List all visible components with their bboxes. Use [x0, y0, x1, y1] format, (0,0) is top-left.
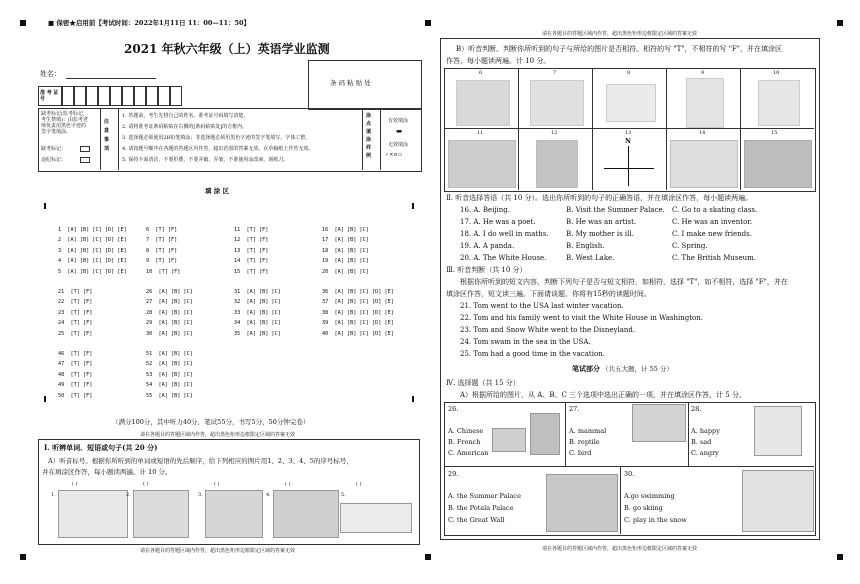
- answer-bracket[interactable]: ( ): [285, 481, 291, 487]
- sample-title: 涂 点 填 涂 样 例: [366, 113, 372, 159]
- admission-digit[interactable]: [74, 86, 86, 106]
- poet-portrait-picture: [205, 490, 263, 538]
- question-option: B. French: [448, 438, 481, 446]
- snowman-picture: [742, 470, 814, 532]
- picture-number: 4.: [266, 492, 271, 498]
- admission-digit[interactable]: [86, 86, 98, 106]
- corner-marker: [837, 554, 843, 560]
- picture-number: 1.: [51, 492, 56, 498]
- fill-row[interactable]: 52 [A] [B] [C]: [146, 361, 193, 367]
- us-flag-picture: [492, 428, 526, 452]
- fill-row[interactable]: 13 [T] [F]: [234, 247, 269, 254]
- fill-area-marker: [412, 396, 414, 402]
- exam-header: ■ 保密★启用前【考试时间：2022年1月11日 11：00—11：50】: [48, 19, 251, 27]
- picture-number: 2.: [126, 492, 131, 498]
- corner-marker: [425, 554, 431, 560]
- fill-row-group[interactable]: [234, 276, 281, 339]
- fill-row[interactable]: 54 [A] [B] [C]: [146, 382, 193, 388]
- fill-row[interactable]: 35 [A] [B] [C]: [234, 330, 281, 337]
- fill-row[interactable]: 38 [A] [B] [C] [D] [E]: [322, 309, 394, 316]
- answer-bracket[interactable]: ( ): [356, 481, 362, 487]
- grid-line: [688, 402, 689, 466]
- fill-row-group[interactable]: [58, 214, 127, 277]
- grid-number: 12: [551, 130, 558, 136]
- grid-line: [592, 68, 593, 190]
- section3-item: 23. Tom and Snow White went to the Disneyland.: [460, 326, 636, 334]
- compass-horizontal: [604, 168, 654, 169]
- section4-instructions: A）根据所给的图片，从 A、B、C 三个选项中选出正确的一项，并在填涂区作答，计 5 分。: [460, 391, 746, 399]
- man-portrait-picture: [536, 140, 578, 188]
- question-option: A.go swimming: [624, 492, 675, 500]
- crane-bird-picture: [632, 404, 686, 442]
- question-option: B. reptile: [569, 438, 600, 446]
- question-number: 28.: [691, 405, 702, 413]
- grid-number: 13: [625, 130, 632, 136]
- barcode-label: 条 码 粘 贴 处: [330, 79, 371, 87]
- fill-row[interactable]: 2 [A] [B] [C] [D] [E]: [58, 237, 127, 243]
- admission-digit[interactable]: [170, 86, 182, 106]
- partB-instructions: 作答，每小题读两遍。计 10 分。: [446, 57, 551, 65]
- fill-row[interactable]: 39 [A] [B] [C] [D] [E]: [322, 320, 394, 326]
- fill-row[interactable]: 1 [A] [B] [C] [D] [E]: [58, 226, 127, 233]
- nurse-patient-picture: [530, 80, 584, 126]
- admission-digit[interactable]: [62, 86, 74, 106]
- invalid-fill-label: 无效填涂: [388, 142, 409, 148]
- fill-row[interactable]: 18 [A] [B] [C]: [322, 247, 369, 254]
- mark-note-line: 签字笔填涂。: [41, 129, 72, 135]
- boundary-note: 请在各题目的答题区域内作答，超出黑色矩形边框限定区域的答案无效: [140, 548, 296, 554]
- fill-row-group[interactable]: [234, 214, 268, 277]
- answer-bracket[interactable]: ( ): [214, 481, 220, 487]
- fill-row[interactable]: 51 [A] [B] [C]: [146, 350, 193, 357]
- note-item: 5. 保持卡面清洁，不要折叠，不要弄破、弄皱，不准使用涂改液、刮纸刀。: [122, 157, 289, 163]
- section2-option: B. My mother is ill.: [566, 230, 634, 238]
- fill-row[interactable]: 14 [T] [F]: [234, 258, 269, 264]
- section1-title: Ⅰ. 听辨单词、短语或句子(共 20 分): [44, 443, 158, 452]
- london-eye-picture: [273, 490, 339, 538]
- angry-cartoon-picture: [754, 406, 802, 456]
- admission-digit[interactable]: [122, 86, 134, 106]
- compass-north-label: N: [625, 137, 631, 145]
- fill-row[interactable]: 25 [T] [F]: [58, 330, 93, 337]
- section3-intro: 根据你所听到的短文内容，判断下列句子是否与短文相符，如相符，选择 "T"，如不相符，选择 "F"，并在: [460, 278, 788, 286]
- tower-bridge-picture: [448, 140, 516, 188]
- name-label: 姓名：: [40, 70, 61, 78]
- section3-item: 21. Tom went to the USA last winter vacation.: [460, 302, 624, 310]
- fill-row[interactable]: 21 [T] [F]: [58, 288, 93, 295]
- grid-line: [666, 68, 667, 190]
- boundary-note: 请在各题目的答题区域内作答，超出黑色矩形边框限定区域的答案无效: [140, 432, 296, 438]
- admission-digit[interactable]: [146, 86, 158, 106]
- compass-vertical: [628, 146, 629, 186]
- fill-area-marker: [412, 203, 414, 209]
- section2-option: B. He was an artist.: [566, 218, 637, 226]
- grid-line: [740, 68, 741, 190]
- valid-fill-label: 有效填涂: [388, 118, 409, 124]
- fill-row-group[interactable]: [322, 276, 394, 339]
- section3-item: 25. Tom had a good time in the vacation.: [460, 350, 605, 358]
- fill-row[interactable]: 29 [A] [B] [C]: [146, 320, 193, 326]
- written-part-title: 笔试部分: [572, 364, 600, 373]
- section2-option: C. He was an inventor.: [672, 218, 753, 226]
- fill-row[interactable]: 33 [A] [B] [C]: [234, 309, 281, 316]
- section2-option: 18. A. I do well in maths.: [460, 230, 549, 238]
- mark-note-line: 缺考标记(监考标记,: [41, 111, 85, 117]
- fill-row[interactable]: 24 [T] [F]: [58, 320, 93, 326]
- grid-line: [444, 466, 814, 467]
- fill-row[interactable]: 31 [A] [B] [C]: [234, 288, 281, 295]
- section3-item: 24. Tom swam in the sea in the USA.: [460, 338, 591, 346]
- china-map-picture: [456, 80, 510, 126]
- section2-title: Ⅱ. 听音选择答语（共 10 分）。选出你所听到的句子的正确答语，并在填涂区作答，每小题读两遍。: [446, 194, 753, 202]
- question-option: B. sad: [691, 438, 712, 446]
- fill-row-group[interactable]: [58, 338, 92, 401]
- grid-number: 11: [477, 130, 484, 136]
- fill-row[interactable]: 47 [T] [F]: [58, 361, 93, 367]
- page-title: 2021 年秋六年级（上）英语学业监测: [124, 42, 330, 56]
- corner-marker: [20, 20, 26, 26]
- info-divider: [118, 108, 119, 170]
- fill-row[interactable]: 22 [T] [F]: [58, 299, 93, 305]
- admission-label: 准 考 证 号: [40, 90, 59, 102]
- section3-title: Ⅲ. 听音判断（共 10 分）: [446, 266, 527, 274]
- fill-row[interactable]: 32 [A] [B] [C]: [234, 299, 281, 305]
- question-number: 27.: [569, 405, 580, 413]
- notes-title: 注 意 事 项: [104, 119, 110, 152]
- cheat-mark-label: 违纪标记：: [41, 157, 67, 163]
- question-number: 30.: [624, 470, 635, 478]
- grid-number: 9: [701, 70, 705, 76]
- grid-line: [518, 68, 519, 190]
- note-item: 4. 请按题号顺序在各题的答题区内作答，超出范围的答案无效，在草稿纸上作答无效。: [122, 146, 314, 152]
- question-option: C. angry: [691, 449, 719, 457]
- fill-row[interactable]: 48 [T] [F]: [58, 371, 93, 378]
- boundary-note: 请在各题目的答题区域内作答，超出黑色矩形边框限定区域的答案无效: [542, 546, 698, 552]
- fill-row[interactable]: 8 [T] [F]: [146, 247, 178, 254]
- invalid-fill-mark: ✓✕⊙▭: [385, 152, 403, 158]
- section2-option: C. Spring.: [672, 242, 708, 250]
- question-option: C. bird: [569, 449, 592, 457]
- question-option: A. happy: [691, 427, 720, 435]
- grid-number: 8: [627, 70, 631, 76]
- fill-row[interactable]: 17 [A] [B] [C]: [322, 237, 369, 243]
- parrot-picture: [133, 490, 189, 538]
- fill-row[interactable]: 7 [T] [F]: [146, 237, 178, 243]
- fill-row-group[interactable]: [146, 338, 193, 401]
- fill-area-marker: [44, 203, 46, 209]
- missing-mark-label: 缺考标记：: [41, 146, 67, 152]
- section1-instructions: 并在填涂区作答，每小题读两遍。计 10 分。: [42, 468, 172, 476]
- corner-marker: [837, 20, 843, 26]
- mark-note-line: 师负责用黑色字迹的: [41, 123, 87, 129]
- note-item: 1. 答题前，考生先将自己的姓名、准考证号码填写清楚。: [122, 113, 249, 119]
- answer-bracket[interactable]: ( ): [143, 481, 149, 487]
- fill-row-group[interactable]: [58, 276, 92, 339]
- note-item: 3. 选择题必须使用2B铅笔填涂；非选择题必须用黑色字迹的签字笔填写，字体工整。: [122, 135, 311, 141]
- grid-number: 6: [479, 70, 483, 76]
- cheat-mark-bubble[interactable]: [80, 157, 90, 163]
- question-number: 26.: [448, 405, 459, 413]
- info-divider: [362, 108, 363, 170]
- edison-portrait-picture: [530, 413, 560, 455]
- fill-row[interactable]: 20 [A] [B] [C]: [322, 268, 369, 275]
- fill-row[interactable]: 6 [T] [F]: [146, 226, 178, 233]
- grid-line: [444, 128, 814, 129]
- section2-option: B. Visit the Summer Palace.: [566, 206, 665, 214]
- section2-option: 17. A. He was a poet.: [460, 218, 536, 226]
- section1-instructions: A）听音标号。根据你所听到的单词或短语的先后顺序，给下列相应的图片用1、2、3、4、5的序号标号，: [48, 457, 353, 465]
- section2-option: 16. A. Beijing.: [460, 206, 511, 214]
- mark-note-line: 考生禁填)：由监考老: [41, 117, 88, 123]
- corner-marker: [425, 20, 431, 26]
- fill-row[interactable]: 34 [A] [B] [C]: [234, 320, 281, 326]
- fill-row[interactable]: 30 [A] [B] [C]: [146, 330, 193, 337]
- terracotta-army-picture: [744, 140, 812, 188]
- answer-bracket[interactable]: ( ): [72, 481, 78, 487]
- question-option: A. mammal: [569, 427, 607, 435]
- grid-number: 15: [771, 130, 778, 136]
- fill-row[interactable]: 12 [T] [F]: [234, 237, 269, 243]
- section4-title: Ⅳ. 选择题（共 15 分）: [446, 379, 520, 387]
- info-divider: [100, 108, 101, 170]
- girl-coat-picture: [686, 78, 724, 128]
- fill-row[interactable]: 37 [A] [B] [C] [D] [E]: [322, 299, 394, 305]
- question-option: C. American: [448, 449, 489, 457]
- skier-picture: [670, 140, 738, 188]
- fill-row-group[interactable]: [322, 214, 369, 277]
- fill-row[interactable]: 46 [T] [F]: [58, 350, 93, 357]
- fill-row[interactable]: 23 [T] [F]: [58, 309, 93, 316]
- section2-option: B. English.: [566, 242, 605, 250]
- fill-row[interactable]: 19 [A] [B] [C]: [322, 258, 369, 264]
- section2-option: 20. A. The White House.: [460, 254, 547, 262]
- grid-number: 7: [553, 70, 557, 76]
- section2-option: C. The British Museum.: [672, 254, 756, 262]
- info-divider: [380, 108, 381, 170]
- section2-option: B. West Lake.: [566, 254, 615, 262]
- fill-row-group[interactable]: [146, 276, 193, 339]
- fill-row[interactable]: 27 [A] [B] [C]: [146, 299, 193, 305]
- fill-row[interactable]: 40 [A] [B] [C] [D] [E]: [322, 330, 394, 337]
- grid-number: 10: [773, 70, 780, 76]
- fill-row[interactable]: 36 [A] [B] [C] [D] [E]: [322, 288, 394, 295]
- fill-area-title: 填 涂 区: [205, 187, 230, 195]
- potala-palace-picture: [546, 474, 618, 532]
- picture-number: 5.: [341, 492, 346, 498]
- fill-row[interactable]: 28 [A] [B] [C]: [146, 309, 193, 316]
- admission-digit[interactable]: [98, 86, 110, 106]
- name-field[interactable]: [66, 78, 156, 79]
- fill-row[interactable]: 26 [A] [B] [C]: [146, 288, 193, 295]
- corner-marker: [20, 554, 26, 560]
- score-note: （满分100分，其中听力40分，笔试55分，书写5分，50分钟完卷）: [112, 418, 310, 426]
- fill-row[interactable]: 3 [A] [B] [C] [D] [E]: [58, 247, 127, 254]
- grid-line: [620, 466, 621, 534]
- grid-line: [565, 402, 566, 466]
- grid-number: 14: [699, 130, 706, 136]
- fill-row[interactable]: 49 [T] [F]: [58, 382, 93, 388]
- section2-option: C. I make new friends.: [672, 230, 752, 238]
- goldfish-picture: [606, 84, 656, 122]
- fill-row[interactable]: 10 [T] [F]: [146, 268, 181, 275]
- skeleton-picture: [340, 503, 412, 533]
- note-item: 2. 请将准考证条码粘贴在右侧的[条码粘贴处]的方框内。: [122, 124, 248, 130]
- section3-intro: 填涂区作答，短文读三遍。下面请谈题，你将有15秒的读题时间。: [446, 290, 651, 298]
- fill-row-group[interactable]: [146, 214, 180, 277]
- fill-row[interactable]: 5 [A] [B] [C] [D] [E]: [58, 268, 127, 275]
- cartoon-face-picture: [758, 80, 800, 126]
- fill-row[interactable]: 4 [A] [B] [C] [D] [E]: [58, 258, 127, 264]
- section3-item: 22. Tom and his family went to visit the White House in Washington.: [460, 314, 703, 322]
- fill-row[interactable]: 50 [T] [F]: [58, 392, 93, 399]
- section2-option: C. Go to a skating class.: [672, 206, 758, 214]
- admission-digit[interactable]: [134, 86, 146, 106]
- admission-digit[interactable]: [158, 86, 170, 106]
- kids-playing-picture: [58, 490, 128, 538]
- fill-area-marker: [44, 396, 46, 402]
- question-option: C. play in the snow: [624, 516, 687, 524]
- fill-row[interactable]: 15 [T] [F]: [234, 268, 269, 275]
- fill-row[interactable]: 55 [A] [B] [C]: [146, 392, 193, 399]
- compass-picture: [596, 138, 662, 188]
- picture-number: 3.: [198, 492, 203, 498]
- question-option: B. go skiing: [624, 504, 663, 512]
- question-option: C. the Great Wall: [448, 516, 505, 524]
- question-option: A. Chinese: [448, 427, 484, 435]
- fill-row[interactable]: 16 [A] [B] [C]: [322, 226, 369, 233]
- fill-row[interactable]: 53 [A] [B] [C]: [146, 371, 193, 378]
- written-part-subtitle: （共五大题，计 55 分）: [602, 365, 673, 373]
- missing-mark-bubble[interactable]: [80, 146, 90, 152]
- question-number: 29.: [448, 470, 459, 478]
- fill-row[interactable]: 11 [T] [F]: [234, 226, 269, 233]
- valid-fill-mark: ▬: [396, 127, 403, 135]
- admission-digit[interactable]: [110, 86, 122, 106]
- question-option: B. the Potala Palace: [448, 504, 514, 512]
- fill-row[interactable]: 9 [T] [F]: [146, 258, 178, 264]
- section2-option: 19. A. A panda.: [460, 242, 515, 250]
- partB-instructions: B）听音判断。判断你所听到的句子与所给的图片是否相符。相符的写 "T"，不相符的写 "F"，并在填涂区: [456, 45, 782, 53]
- question-option: A. the Summer Palace: [448, 492, 521, 500]
- boundary-note: 请在各题目的答题区域内作答，超出黑色矩形边框限定区域的答案无效: [542, 31, 698, 37]
